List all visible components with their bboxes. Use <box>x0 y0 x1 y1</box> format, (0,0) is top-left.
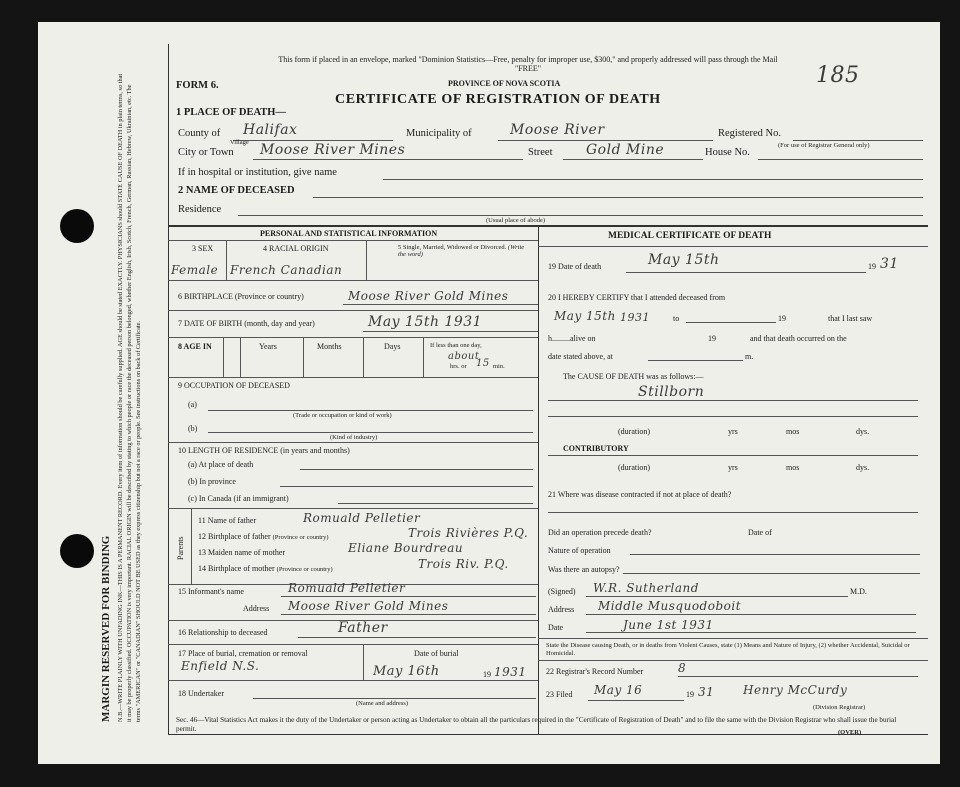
place-heading: 1 PLACE OF DEATH— <box>176 107 286 118</box>
registrar-record-value: 8 <box>678 661 687 675</box>
municipality-value: Moose River <box>510 122 605 138</box>
sex-label: 3 SEX <box>192 244 214 253</box>
cause-value: Stillborn <box>638 384 705 400</box>
to-label: to <box>673 314 680 323</box>
binding-hole-bottom <box>60 534 94 568</box>
less-than-day-label: If less than one day, <box>430 342 482 349</box>
marital-label: 5 Single, Married, Widowed or Divorced. (Write the word) <box>398 244 525 258</box>
burial-date-label: Date of burial <box>414 649 459 658</box>
operation-label: Did an operation precede death? <box>548 528 652 537</box>
racial-label: 4 RACIAL ORIGIN <box>263 244 329 253</box>
occupation-a: (a) <box>188 400 197 409</box>
contracted-label: 21 Where was disease contracted if not at place of death? <box>548 490 732 499</box>
certify-label: 20 I HEREBY CERTIFY that I attended deceased from <box>548 293 726 302</box>
mos-label-2: mos <box>786 463 800 472</box>
cause-label: The CAUSE OF DEATH was as follows:— <box>563 372 704 381</box>
relationship-label: 16 Relationship to deceased <box>178 628 268 637</box>
residence-label: Residence <box>178 204 222 215</box>
county-label: County of <box>178 128 221 139</box>
medical-heading: MEDICAL CERTIFICATE OF DEATH <box>608 231 772 241</box>
residence-b: (b) In province <box>188 477 236 486</box>
md-label: M.D. <box>850 587 867 596</box>
dys-label-2: dys. <box>856 463 870 472</box>
yrs-label-2: yrs <box>728 463 738 472</box>
hrs-label: hrs. or <box>450 363 467 370</box>
days-label: Days <box>384 342 401 351</box>
margin-instructions: N.B.—WRITE PLAINLY WITH UNFADING INK—THIS IS A PERMANENT RECORD. Every item of information should be carefully supplied. AGE should be stated EXACTLY. PHYSICIANS should STATE CAUSE OF DEATH in plain terms, so that it may be properly classified. OCCUPATION is very important. RACIAL ORIGIN will be described by stating to which people or race the deceased person belonged, whether English, Irish, Scotch, French, German, Russian, Hebrew, Ukrainian, etc. The terms "AMERICAN" or "CANADIAN" SHOULD NOT BE USED as they express citizenship but not a race or people. See instructions on back of Certificate. <box>117 73 142 722</box>
yrs-label-1: yrs <box>728 427 738 436</box>
registrar-record-label: 22 Registrar's Record Number <box>546 667 644 676</box>
attend-from-value: May 15th <box>554 309 616 323</box>
over-label: (OVER) <box>838 729 862 736</box>
duration-label-2: (duration) <box>618 463 650 472</box>
province-label: PROVINCE OF NOVA SCOTIA <box>448 79 561 88</box>
death-year-value: 31 <box>880 256 899 272</box>
name-deceased-label: 2 NAME OF DECEASED <box>178 185 295 196</box>
physician-date-value: June 1st 1931 <box>623 618 714 632</box>
birthplace-value: Moose River Gold Mines <box>348 289 509 303</box>
birthplace-label: 6 BIRTHPLACE (Province or country) <box>178 292 304 301</box>
house-label: House No. <box>705 147 750 158</box>
registered-note: (For use of Registrar General only) <box>778 142 870 149</box>
registrar-name-value: Henry McCurdy <box>743 683 848 697</box>
mother-birthplace-label: 14 Birthplace of mother (Province or country) <box>198 564 333 573</box>
informant-label: 15 Informant's name <box>178 587 244 596</box>
mos-label-1: mos <box>786 427 800 436</box>
to-year-prefix: 19 <box>778 314 786 323</box>
m-label: m. <box>745 352 754 361</box>
racial-value: French Canadian <box>230 263 343 277</box>
contributory-label: CONTRIBUTORY <box>563 444 629 453</box>
physician-date-label: Date <box>548 623 564 632</box>
violent-causes-note: State the Disease causing Death, or in deaths from Violent Causes, state (1) Means and Nature of Injury, (2) whether Accidental, Suicidal or Homicidal. <box>546 642 910 657</box>
attend-year-value: 1931 <box>620 311 650 324</box>
page-number: 185 <box>816 63 860 88</box>
signed-value: W.R. Sutherland <box>593 581 699 595</box>
dys-label-1: dys. <box>856 427 870 436</box>
min-value: 15 <box>476 358 490 369</box>
date-stated-label: date stated above, at <box>548 352 613 361</box>
dob-label: 7 DATE OF BIRTH (month, day and year) <box>178 319 315 328</box>
undertaker-label: 18 Undertaker <box>178 689 224 698</box>
relationship-value: Father <box>338 620 388 636</box>
physician-address-value: Middle Musquodoboit <box>598 599 742 613</box>
mother-name-value: Eliane Bourdreau <box>348 541 464 555</box>
residence-note: (Usual place of abode) <box>486 217 546 224</box>
occupation-a-note: (Trade or occupation or kind of work) <box>293 412 392 419</box>
municipality-label: Municipality of <box>406 128 472 139</box>
village-note: Village <box>230 139 249 146</box>
occupation-b: (b) <box>188 424 198 433</box>
dob-value: May 15th 1931 <box>368 314 483 330</box>
filed-year-prefix: 19 <box>686 690 694 699</box>
registered-label: Registered No. <box>718 128 781 139</box>
signed-label: (Signed) <box>548 587 576 596</box>
residence-a: (a) At place of death <box>188 460 254 469</box>
county-value: Halifax <box>243 122 298 138</box>
father-birthplace-value: Trois Rivières P.Q. <box>408 526 529 540</box>
undertaker-note: (Name and address) <box>356 700 408 707</box>
autopsy-label: Was there an autopsy? <box>548 565 620 574</box>
burial-year: 1931 <box>494 665 527 679</box>
certificate-title: CERTIFICATE OF REGISTRATION OF DEATH <box>335 92 661 107</box>
date-of-label: Date of <box>748 528 772 537</box>
street-label: Street <box>528 147 553 158</box>
city-label: City or Town <box>178 147 234 158</box>
less-than-day-value: about <box>448 351 480 362</box>
informant-address-value: Moose River Gold Mines <box>288 599 449 613</box>
father-name-value: Romuald Pelletier <box>303 511 421 525</box>
street-value: Gold Mine <box>586 142 665 158</box>
alive-year-prefix: 19 <box>708 334 716 343</box>
form-number: FORM 6. <box>176 80 219 91</box>
sex-value: Female <box>171 263 219 277</box>
death-year-prefix: 19 <box>868 262 876 271</box>
death-date-label: 19 Date of death <box>548 262 602 271</box>
informant-value: Romuald Pelletier <box>288 581 406 595</box>
hospital-label: If in hospital or institution, give name <box>178 167 337 178</box>
duration-label-1: (duration) <box>618 427 650 436</box>
death-date-value: May 15th <box>648 252 720 268</box>
age-label: 8 AGE IN <box>178 342 212 351</box>
burial-date-value: May 16th <box>373 664 440 679</box>
months-label: Months <box>317 342 342 351</box>
nature-label: Nature of operation <box>548 546 611 555</box>
filed-year-value: 31 <box>698 685 715 699</box>
residence-length-label: 10 LENGTH OF RESIDENCE (in years and months) <box>178 446 350 455</box>
parents-label: Parents <box>176 536 185 560</box>
burial-place-value: Enfield N.S. <box>181 659 260 673</box>
years-label: Years <box>259 342 277 351</box>
min-label: min. <box>493 363 505 370</box>
personal-heading: PERSONAL AND STATISTICAL INFORMATION <box>260 229 438 238</box>
occupation-label: 9 OCCUPATION OF DECEASED <box>178 381 290 390</box>
mother-birthplace-value: Trois Riv. P.Q. <box>418 557 509 571</box>
burial-label: 17 Place of burial, cremation or removal <box>178 649 308 658</box>
filed-label: 23 Filed <box>546 690 573 699</box>
mother-name-label: 13 Maiden name of mother <box>198 548 286 557</box>
city-value: Moose River Mines <box>260 142 406 158</box>
division-registrar-note: (Division Registrar) <box>813 704 866 711</box>
margin-binding-label: MARGIN RESERVED FOR BINDING <box>100 535 112 722</box>
alive-on-label: h.........alive on <box>548 334 596 343</box>
informant-address-label: Address <box>243 604 270 613</box>
filed-date-value: May 16 <box>594 683 643 697</box>
father-name-label: 11 Name of father <box>198 516 257 525</box>
sec46-note: Sec. 46—Vital Statistics Act makes it the duty of the Undertaker or person acting as Undertaker to obtain all the particulars required in the "Certificate of Registration of Death" and to file the same with the Division Registrar who shall issue the burial permit. <box>176 716 897 733</box>
last-saw-label: that I last saw <box>828 314 873 323</box>
occupation-b-note: (Kind of industry) <box>330 434 378 441</box>
binding-hole-top <box>60 209 94 243</box>
death-occurred-label: and that death occurred on the <box>750 334 847 343</box>
residence-c: (c) In Canada (if an immigrant) <box>188 494 289 503</box>
burial-year-prefix: 19 <box>483 670 491 679</box>
father-birthplace-label: 12 Birthplace of father (Province or country) <box>198 532 329 541</box>
death-certificate <box>38 22 940 764</box>
physician-address-label: Address <box>548 605 575 614</box>
mail-notice: This form if placed in an envelope, marked "Dominion Statistics—Free, penalty for improper use, $300," and properly addressed will pass through the Mail "FREE" <box>278 55 778 73</box>
